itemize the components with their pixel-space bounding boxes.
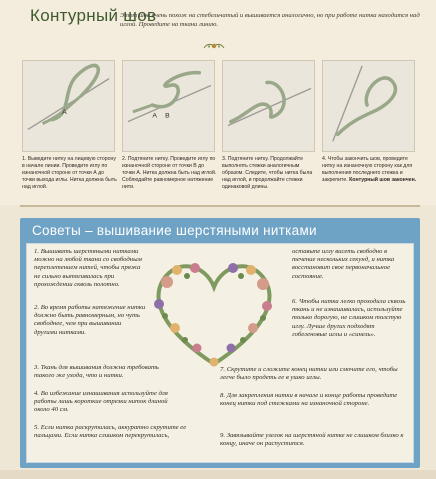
- tip-1: 1. Вышивать шерстяными нитками можно на любой ткани со свободным переплетением нитей, чтобы пряжа не сильно вытягивалась при прохождении сквозь полотно.: [34, 248, 142, 288]
- floral-ornament-icon: [202, 40, 226, 52]
- point-a-label: A: [62, 108, 67, 116]
- step-4-body: 4. Чтобы закончить шов, проведите нитку на изнаночную сторону как для выполнения последнего стежка и закрепите.: [322, 156, 413, 183]
- step-3-illustration: [223, 61, 314, 151]
- step-3-photo: [222, 60, 315, 152]
- step-2-text: 2. Подтяните нитку. Проведите иглу по изнаночной стороне от точки В до точки А. Нитка должна быть над иглой. Соблюдайте равномерное натяжение нити.: [122, 156, 217, 190]
- step-1-illustration: [23, 61, 114, 151]
- page-bottom-edge: [0, 470, 436, 479]
- tip-7: 7. Скрутите и сложите конец нитки или смочите его, чтобы легче было продеть ее в ушко иглы.: [220, 366, 398, 382]
- point-b-label: B: [165, 112, 170, 120]
- tip-5-continued: оставьте иглу висеть свободно в течение нескольких секунд, и нитка восстановит свое первоначальное состояние.: [292, 248, 395, 280]
- step-4-text: [322, 156, 417, 184]
- tip-8: 8. Для закрепления нитки в начале и конце работы проведите конец нитки под стежками на изнаночной стороне.: [220, 392, 398, 408]
- step-4-photo: [322, 60, 415, 152]
- step-4-illustration: [323, 61, 414, 151]
- tip-4: 4. Во избежание изнашивания используйте для работы лишь короткие отрезки ниток длиной около 40 см.: [34, 390, 168, 414]
- tip-3: 3. Ткань для вышивания должна требовать такого же ухода, что и нитки.: [34, 364, 159, 380]
- page-title: Контурный шов: [30, 6, 157, 25]
- point-a-label: A: [152, 112, 157, 120]
- intro-text: Этот шов очень похож на стебельчатый и вышивается аналогично, но при работе нитка находится над иглой. Проведите на ткани линию.: [120, 12, 420, 28]
- section-divider: [20, 205, 420, 207]
- tip-5: 5. Если нитка раскрутилась, аккуратно скрутите ее пальцами. Если нитка слишком перекрутилась,: [34, 424, 187, 440]
- tip-6: 6. Чтобы нитка легко проходила сквозь ткань и не изнашивалась, используйте только дорогую, не слишком толстую иглу. Лучше других подходят гобеленовые иглы и «синель».: [292, 298, 406, 338]
- tip-9: 9. Завязывайте узелок на шерстяной нитке не слишком близко к концу, иначе он распустится.: [220, 432, 404, 448]
- step-1-text: 1. Выведите нитку на лицевую сторону в начале линии. Проведите иглу по изнаночной стороне от точки А до точки выхода иглы. Нитка должна быть над иглой.: [22, 156, 117, 190]
- tip-2: 2. Во время работы натяжение нитки должно быть равномерным, но чуть свободнее, чем при вышивании другими нитками.: [34, 304, 146, 336]
- step-2-photo: [122, 60, 215, 152]
- embroidered-heart-image: [145, 252, 283, 372]
- step-2-illustration: [123, 61, 214, 151]
- step-1-photo: [22, 60, 115, 152]
- step-photos: [22, 60, 418, 152]
- tips-title: Советы – вышивание шерстяными нитками: [32, 223, 317, 238]
- step-4-conclusion: Контурный шов закончен.: [349, 176, 417, 183]
- step-3-text: 3. Подтяните нитку. Продолжайте выполнять стежки аналогичным образом. Следите, чтобы нитка была над иглой, и продолжайте стежки одинаковой длины.: [222, 156, 313, 190]
